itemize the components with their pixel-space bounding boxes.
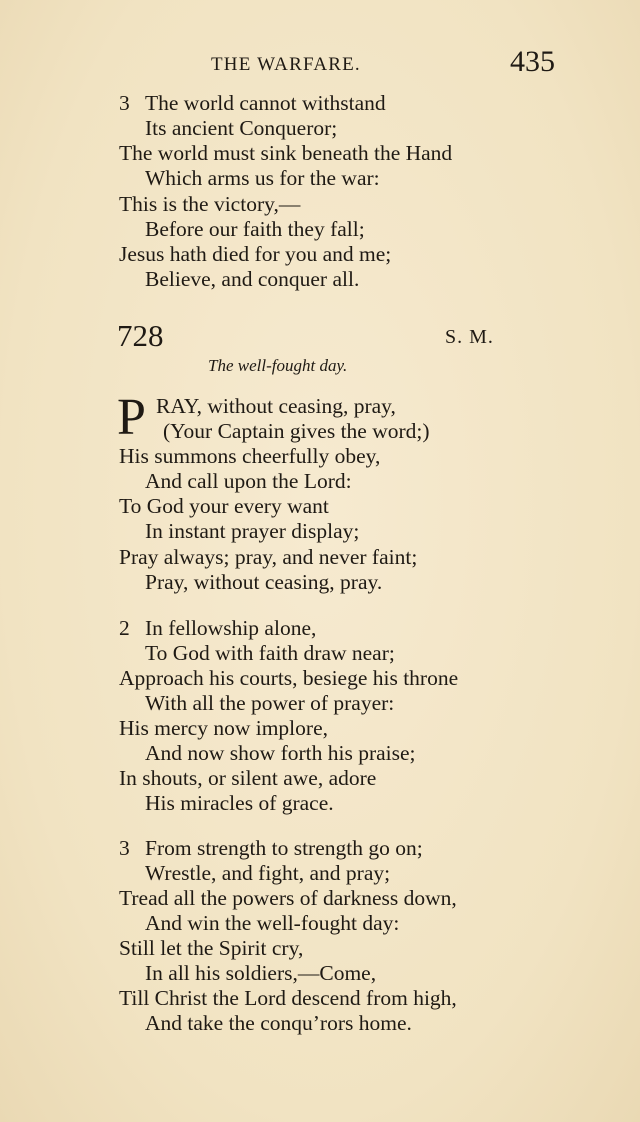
running-title: THE WARFARE. — [211, 54, 361, 75]
stanza-2-line-4: With all the power of prayer: — [145, 691, 395, 715]
prev-stanza-3-line-3: The world must sink beneath the Hand — [119, 141, 453, 165]
prev-stanza-3-line-1: The world cannot withstand — [145, 91, 386, 115]
stanza-2-line-7: In shouts, or silent awe, adore — [119, 766, 377, 790]
drop-cap: P — [117, 389, 146, 446]
stanza-2-line-8: His miracles of grace. — [145, 791, 334, 815]
stanza-1-line-5: To God your every want — [119, 494, 329, 518]
stanza-1-line-7: Pray always; pray, and never faint; — [119, 545, 418, 569]
stanza-3-line-1: From strength to strength go on; — [145, 836, 423, 860]
stanza-2-line-6: And now show forth his praise; — [145, 741, 416, 765]
stanza-2-line-5: His mercy now implore, — [119, 716, 328, 740]
stanza-1-line-4: And call upon the Lord: — [145, 469, 352, 493]
stanza-3-line-5: Still let the Spirit cry, — [119, 936, 304, 960]
stanza-1-line-2: (Your Captain gives the word;) — [163, 419, 430, 443]
prev-stanza-3-line-2: Its ancient Conqueror; — [145, 116, 338, 140]
stanza-3-line-2: Wrestle, and fight, and pray; — [145, 861, 391, 885]
stanza-2-line-3: Approach his courts, besiege his throne — [119, 666, 459, 690]
stanza-1-line-6: In instant prayer display; — [145, 519, 360, 543]
stanza-3-number: 3 — [119, 836, 130, 860]
stanza-1-line-1: RAY, without ceasing, pray, — [156, 394, 396, 418]
stanza-3-line-6: In all his soldiers,—Come, — [145, 961, 377, 985]
stanza-3-line-7: Till Christ the Lord descend from high, — [119, 986, 457, 1010]
stanza-1-line-8: Pray, without ceasing, pray. — [145, 570, 383, 594]
prev-stanza-3-line-4: Which arms us for the war: — [145, 166, 380, 190]
prev-stanza-3-line-6: Before our faith they fall; — [145, 217, 365, 241]
stanza-2-number: 2 — [119, 616, 130, 640]
stanza-3-line-4: And win the well-fought day: — [145, 911, 400, 935]
hymn-meter: S. M. — [445, 326, 494, 348]
stanza-1-line-3: His summons cheerfully obey, — [119, 444, 381, 468]
prev-stanza-3-line-8: Believe, and conquer all. — [145, 267, 360, 291]
stanza-3-line-8: And take the conqu’rors home. — [145, 1011, 412, 1035]
stanza-2-line-2: To God with faith draw near; — [145, 641, 395, 665]
stanza-2-line-1: In fellowship alone, — [145, 616, 317, 640]
page-number: 435 — [510, 45, 555, 78]
prev-stanza-3-number: 3 — [119, 91, 130, 115]
hymn-number: 728 — [117, 318, 164, 353]
prev-stanza-3-line-7: Jesus hath died for you and me; — [119, 242, 392, 266]
prev-stanza-3-line-5: This is the victory,— — [119, 192, 301, 216]
stanza-3-line-3: Tread all the powers of darkness down, — [119, 886, 457, 910]
hymn-title: The well-fought day. — [208, 356, 348, 375]
